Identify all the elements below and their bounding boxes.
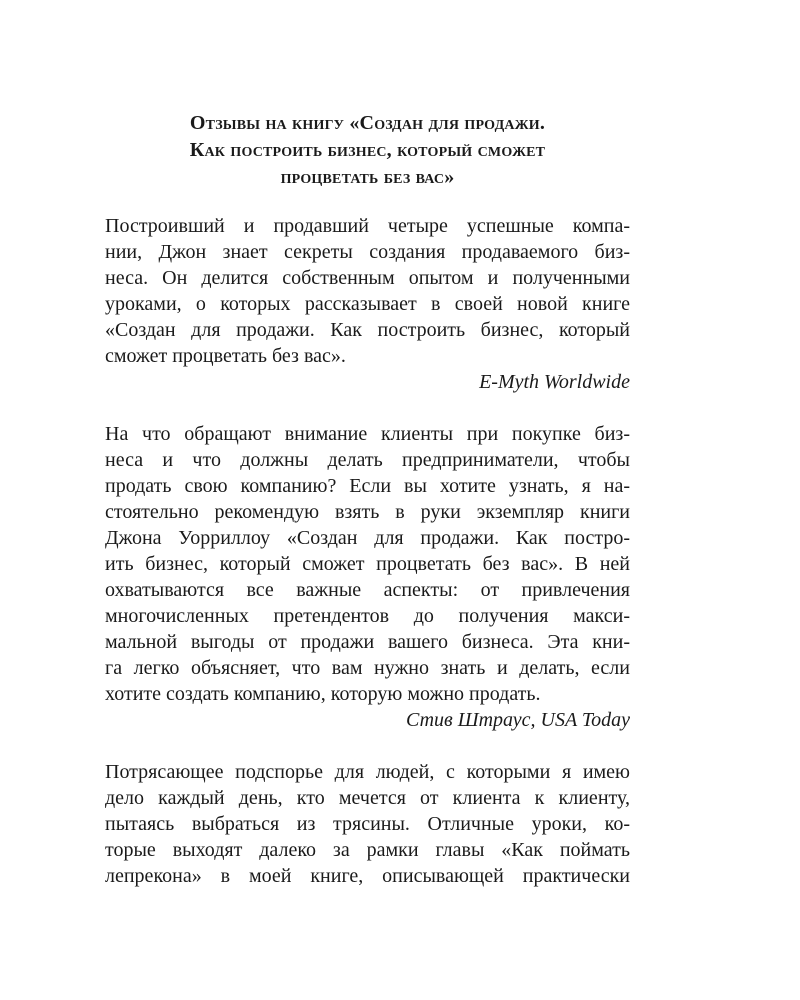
review-1-line: неса. Он делится собственным опытом и полученными <box>105 267 630 289</box>
review-3-line: дело каждый день, кто мечется от клиента к клиенту, <box>105 787 630 809</box>
review-3-line: пытаясь выбраться из трясины. Отличные уроки, ко- <box>105 813 630 835</box>
book-page <box>105 110 630 889</box>
review-1-line: нии, Джон знает секреты создания продаваемого биз- <box>105 241 630 263</box>
review-3-line: Потрясающее подспорье для людей, с которыми я имею <box>105 761 630 783</box>
review-1-line: сможет процветать без вас». <box>105 345 346 367</box>
review-3-line: торые выходят далеко за рамки главы «Как поймать <box>105 839 630 861</box>
review-2-line: ить бизнес, который сможет процветать без вас». В ней <box>105 553 630 575</box>
review-2-line: охватываются все важные аспекты: от привлечения <box>105 579 630 601</box>
review-3-text <box>105 759 630 889</box>
title-line-3: процветать без вас» <box>280 166 455 188</box>
review-1-line: уроками, о которых рассказывает в своей новой книге <box>105 293 630 315</box>
review-2-line: многочисленных претендентов до получения макси- <box>105 605 630 627</box>
review-2-line: хотите создать компанию, которую можно продать. <box>105 683 541 705</box>
review-2-text <box>105 421 630 707</box>
review-1-line: Построивший и продавший четыре успешные компа- <box>105 215 630 237</box>
review-1-author: E-Myth Worldwide <box>479 371 630 393</box>
review-2-line: Джона Уорриллоу «Создан для продажи. Как постро- <box>105 527 630 549</box>
title-line-2: Как построить бизнес, который сможет <box>189 139 546 161</box>
review-2-line: стоятельно рекомендую взять в руки экземпляр книги <box>105 501 630 523</box>
review-2-line: На что обращают внимание клиенты при покупке биз- <box>105 423 630 445</box>
review-2-line: мальной выгоды от продажи вашего бизнеса. Эта кни- <box>105 631 630 653</box>
review-1-line: «Создан для продажи. Как построить бизнес, который <box>105 319 630 341</box>
review-2-line: га легко объясняет, что вам нужно знать и делать, если <box>105 657 630 679</box>
review-3-line: лепрекона» в моей книге, описывающей практически <box>105 865 630 887</box>
review-2-author: Стив Штраус, USA Today <box>405 709 630 731</box>
title-line-1: Отзывы на книгу «Создан для продажи. <box>189 112 546 134</box>
page-title <box>105 110 630 191</box>
review-2-line: неса и что должны делать предприниматели, чтобы <box>105 449 630 471</box>
review-2-line: продать свою компанию? Если вы хотите узнать, я на- <box>105 475 630 497</box>
review-1-text <box>105 213 630 369</box>
